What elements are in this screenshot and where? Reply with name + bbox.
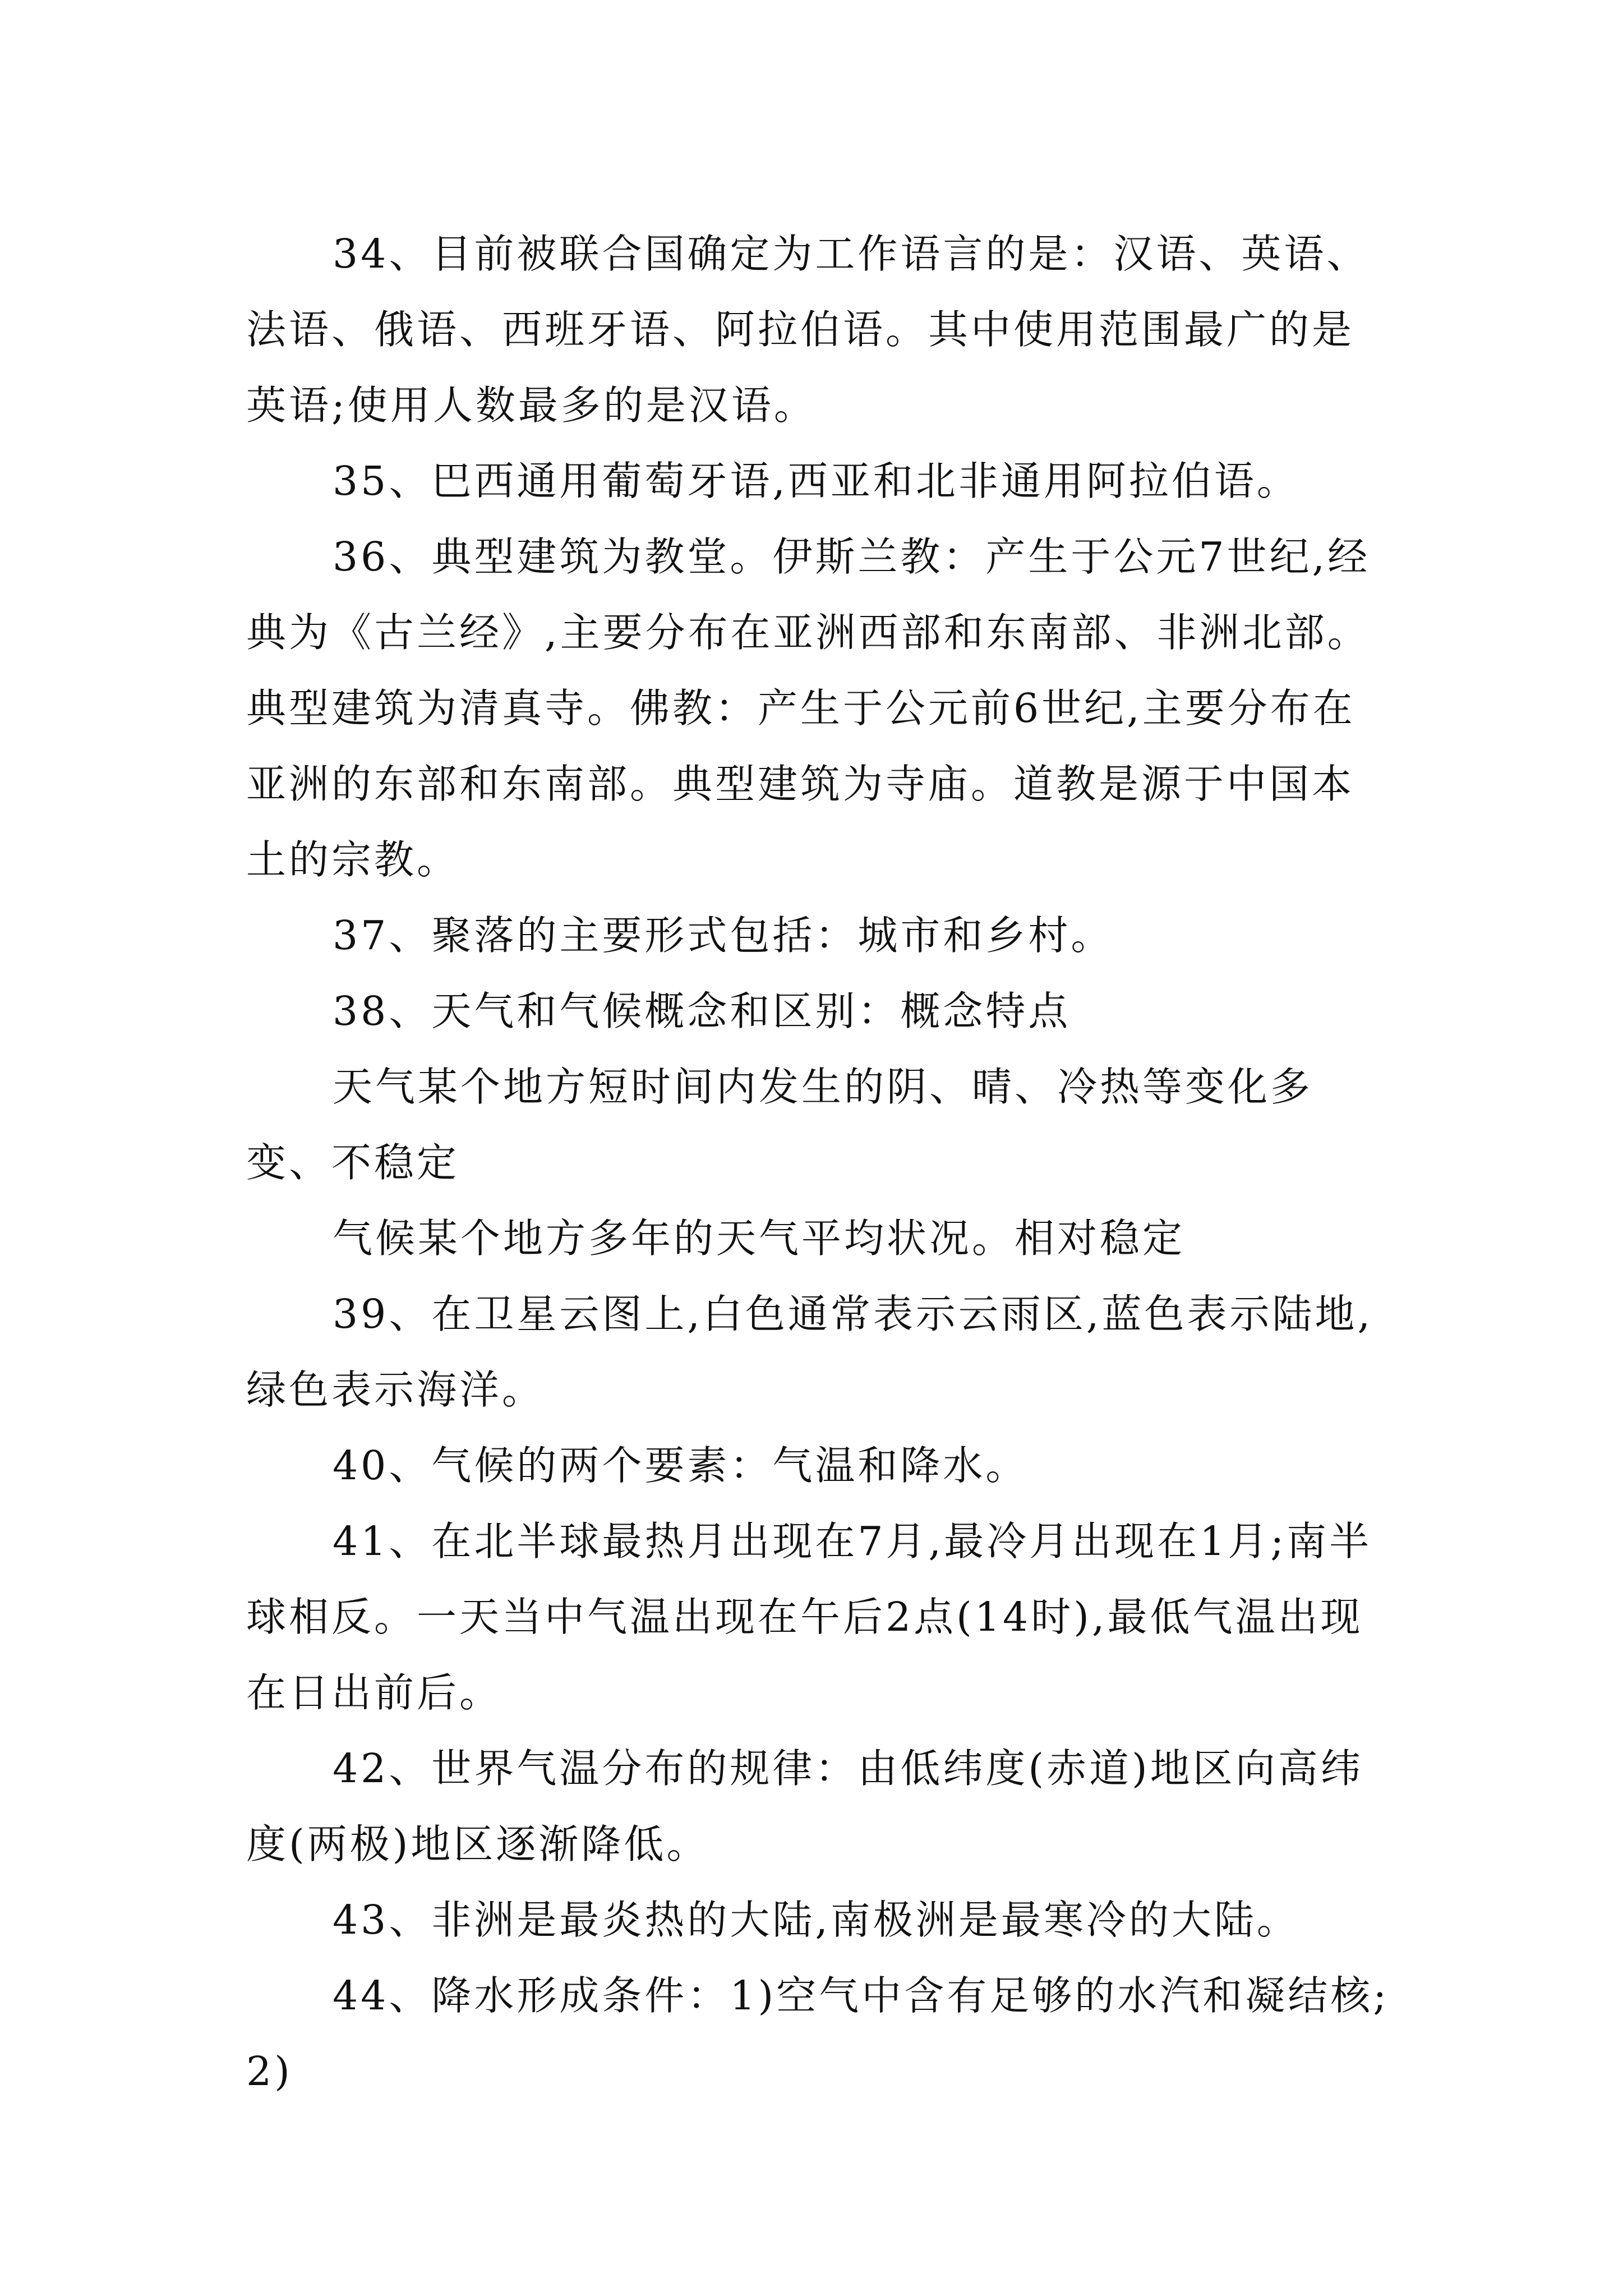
paragraph-44: 44、降水形成条件：1)空气中含有足够的水汽和凝结核;2) bbox=[246, 1972, 1390, 2095]
paragraph-41: 41、在北半球最热月出现在7月,最冷月出现在1月;南半球相反。一天当中气温出现在午后2点(14时),最低气温出现在日出前后。 bbox=[246, 1518, 1372, 1716]
document-body bbox=[246, 216, 1396, 2109]
paragraph-38: 38、天气和气候概念和区别：概念特点 bbox=[333, 988, 1071, 1034]
paragraph-34: 34、目前被联合国确定为工作语言的是：汉语、英语、法语、俄语、西班牙语、阿拉伯语。其中使用范围最广的是英语;使用人数最多的是汉语。 bbox=[246, 231, 1370, 429]
paragraph-39: 39、在卫星云图上,白色通常表示云雨区,蓝色表示陆地,绿色表示海洋。 bbox=[246, 1291, 1373, 1413]
paragraph-climate: 气候某个地方多年的天气平均状况。相对稳定 bbox=[333, 1215, 1186, 1262]
paragraph-36: 36、典型建筑为教堂。伊斯兰教：产生于公元7世纪,经典为《古兰经》,主要分布在亚洲西部和东南部、非洲北部。典型建筑为清真寺。佛教：产生于公元前6世纪,主要分布在亚洲的东部和东南部。典型建筑为寺庙。道教是源于中国本土的宗教。 bbox=[246, 533, 1371, 883]
paragraph-42: 42、世界气温分布的规律：由低纬度(赤道)地区向高纬度(两极)地区逐渐降低。 bbox=[246, 1745, 1363, 1867]
paragraph-37: 37、聚落的主要形式包括：城市和乡村。 bbox=[333, 912, 1114, 959]
paragraph-35: 35、巴西通用葡萄牙语,西亚和北非通用阿拉伯语。 bbox=[333, 458, 1299, 504]
paragraph-43: 43、非洲是最炎热的大陆,南极洲是最寒冷的大陆。 bbox=[333, 1897, 1299, 1943]
paragraph-40: 40、气候的两个要素：气温和降水。 bbox=[333, 1442, 1029, 1489]
paragraph-weather: 天气某个地方短时间内发生的阴、晴、冷热等变化多变、不稳定 bbox=[246, 1064, 1313, 1186]
